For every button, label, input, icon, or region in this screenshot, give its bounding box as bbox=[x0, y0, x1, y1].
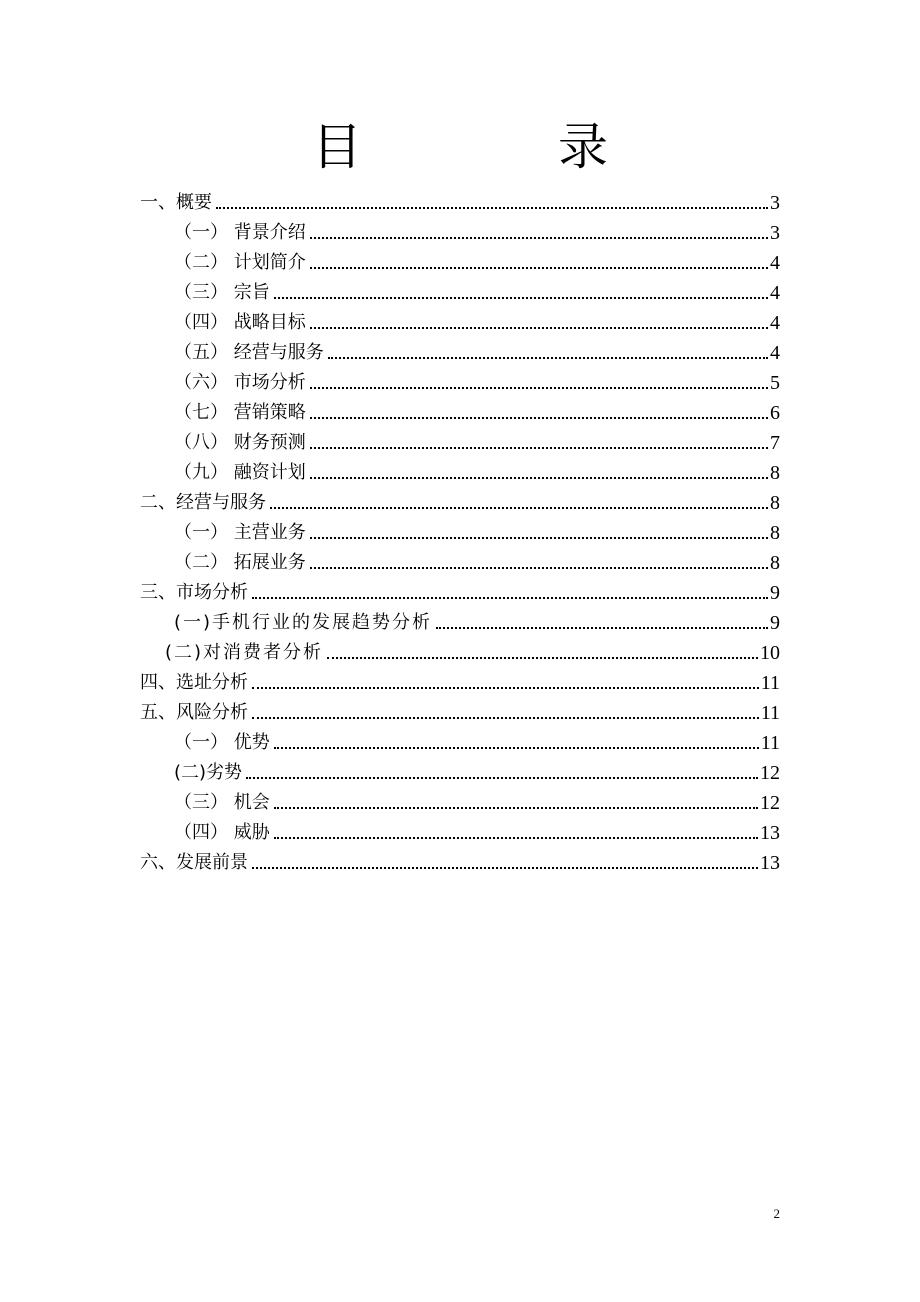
toc-entry-label: 二、经营与服务 bbox=[140, 492, 266, 513]
toc-entry[interactable] bbox=[174, 515, 920, 545]
toc-entry-label: 五、风险分析 bbox=[140, 702, 248, 723]
toc-entry-label: （一） 背景介绍 bbox=[174, 222, 306, 243]
toc-entry-page: 11 bbox=[760, 732, 780, 754]
toc-entry-page: 6 bbox=[770, 402, 780, 424]
toc-entry-label: (二)劣势 bbox=[174, 762, 243, 783]
toc-entry-page: 5 bbox=[770, 372, 780, 394]
toc-leader-dots bbox=[252, 716, 759, 719]
toc-leader-dots bbox=[310, 476, 768, 479]
toc-entry[interactable] bbox=[174, 755, 920, 785]
toc-entry[interactable] bbox=[174, 605, 920, 635]
toc-leader-dots bbox=[246, 776, 758, 779]
toc-entry-label: 三、市场分析 bbox=[140, 582, 248, 603]
toc-entry-page: 8 bbox=[770, 462, 780, 484]
toc-entry-label: （三） 宗旨 bbox=[174, 282, 270, 303]
toc-leader-dots bbox=[270, 506, 768, 509]
toc-entry-label: （二） 拓展业务 bbox=[174, 552, 306, 573]
toc-leader-dots bbox=[274, 806, 758, 809]
toc-entry[interactable] bbox=[140, 575, 920, 605]
toc-entry-label: （四） 战略目标 bbox=[174, 312, 306, 333]
toc-leader-dots bbox=[252, 866, 758, 869]
toc-leader-dots bbox=[327, 656, 758, 659]
toc-entry-label: （六） 市场分析 bbox=[174, 372, 306, 393]
toc-entry-label: （四） 威胁 bbox=[174, 822, 270, 843]
toc-entry-label: （一） 主营业务 bbox=[174, 522, 306, 543]
toc-entry-page: 8 bbox=[770, 492, 780, 514]
toc-leader-dots bbox=[310, 386, 768, 389]
toc-title: 目 录 bbox=[312, 118, 698, 176]
toc-entry[interactable] bbox=[140, 185, 920, 215]
toc-leader-dots bbox=[310, 326, 768, 329]
toc-leader-dots bbox=[252, 686, 759, 689]
toc-entry-label: (二)对消费者分析 bbox=[165, 642, 324, 663]
toc-entry-label: （九） 融资计划 bbox=[174, 462, 306, 483]
toc-leader-dots bbox=[216, 206, 768, 209]
toc-leader-dots bbox=[274, 836, 758, 839]
toc-entry-label: （五） 经营与服务 bbox=[174, 342, 324, 363]
toc-leader-dots bbox=[252, 596, 768, 599]
toc-leader-dots bbox=[310, 416, 768, 419]
page-number: 2 bbox=[773, 1206, 780, 1221]
toc-leader-dots bbox=[274, 746, 759, 749]
toc-entry[interactable] bbox=[174, 395, 920, 425]
toc-entry[interactable] bbox=[174, 545, 920, 575]
toc-entry[interactable] bbox=[174, 275, 920, 305]
toc-entry[interactable] bbox=[174, 815, 920, 845]
toc-entry-label: （七） 营销策略 bbox=[174, 402, 306, 423]
toc-leader-dots bbox=[310, 536, 768, 539]
toc-entry-label: （三） 机会 bbox=[174, 792, 270, 813]
toc-entry-page: 12 bbox=[760, 792, 780, 814]
toc-entry-page: 3 bbox=[770, 222, 780, 244]
toc-entry-page: 8 bbox=[770, 522, 780, 544]
toc-entry-page: 11 bbox=[760, 702, 780, 724]
toc-entry[interactable] bbox=[174, 245, 920, 275]
toc-entry[interactable] bbox=[174, 425, 920, 455]
toc-entry-page: 9 bbox=[770, 582, 780, 604]
toc-entry[interactable] bbox=[140, 665, 920, 695]
toc-entry[interactable] bbox=[174, 335, 920, 365]
toc-entry-page: 11 bbox=[760, 672, 780, 694]
toc-entry-label: 四、选址分析 bbox=[140, 672, 248, 693]
toc-entry[interactable] bbox=[165, 635, 920, 665]
toc-entry-label: 一、概要 bbox=[140, 192, 212, 213]
toc-leader-dots bbox=[310, 266, 768, 269]
toc-entry-page: 9 bbox=[770, 612, 780, 634]
toc-entry-page: 4 bbox=[770, 342, 780, 364]
toc-entry-page: 10 bbox=[760, 642, 780, 664]
toc-entry-page: 12 bbox=[760, 762, 780, 784]
toc-entry[interactable] bbox=[140, 845, 920, 875]
toc-list bbox=[0, 185, 920, 875]
toc-entry-page: 4 bbox=[770, 312, 780, 334]
toc-entry-label: （二） 计划简介 bbox=[174, 252, 306, 273]
toc-entry[interactable] bbox=[140, 695, 920, 725]
toc-entry-page: 13 bbox=[760, 852, 780, 874]
toc-leader-dots bbox=[310, 446, 768, 449]
toc-entry-label: （一） 优势 bbox=[174, 732, 270, 753]
toc-entry[interactable] bbox=[174, 455, 920, 485]
toc-leader-dots bbox=[436, 626, 768, 629]
toc-entry-page: 13 bbox=[760, 822, 780, 844]
toc-leader-dots bbox=[274, 296, 768, 299]
toc-entry-label: （八） 财务预测 bbox=[174, 432, 306, 453]
toc-entry-label: (一)手机行业的发展趋势分析 bbox=[174, 612, 433, 633]
toc-entry-label: 六、发展前景 bbox=[140, 852, 248, 873]
toc-leader-dots bbox=[310, 236, 768, 239]
toc-entry-page: 3 bbox=[770, 192, 780, 214]
toc-entry[interactable] bbox=[174, 305, 920, 335]
toc-entry-page: 4 bbox=[770, 252, 780, 274]
toc-entry[interactable] bbox=[174, 725, 920, 755]
toc-entry-page: 8 bbox=[770, 552, 780, 574]
toc-leader-dots bbox=[310, 566, 768, 569]
toc-entry[interactable] bbox=[140, 485, 920, 515]
toc-entry[interactable] bbox=[174, 365, 920, 395]
toc-leader-dots bbox=[328, 356, 768, 359]
toc-entry-page: 4 bbox=[770, 282, 780, 304]
toc-entry-page: 7 bbox=[770, 432, 780, 454]
toc-entry[interactable] bbox=[174, 785, 920, 815]
toc-entry[interactable] bbox=[174, 215, 920, 245]
